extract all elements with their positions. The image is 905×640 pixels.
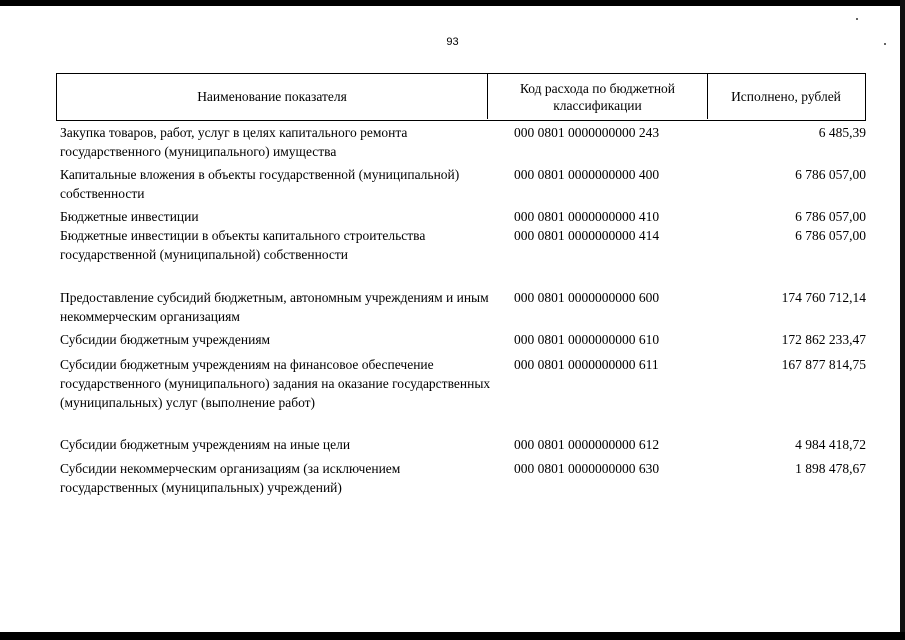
row-code: 000 0801 0000000000 610 — [514, 332, 660, 347]
row-amount: 4 984 418,72 — [795, 437, 866, 452]
scan-speck — [856, 18, 858, 20]
header-amount: Исполнено, рублей — [707, 74, 864, 119]
row-name: Бюджетные инвестиции — [60, 209, 199, 224]
scan-border-right — [900, 0, 905, 640]
page-number: 93 — [446, 36, 459, 48]
header-name: Наименование показателя — [197, 89, 347, 104]
scan-border-top — [0, 0, 905, 6]
row-amount: 172 862 233,47 — [781, 332, 866, 347]
row-code: 000 0801 0000000000 410 — [514, 209, 660, 224]
row-amount: 6 786 057,00 — [795, 209, 866, 224]
row-amount: 1 898 478,67 — [795, 461, 866, 476]
row-name: Капитальные вложения в объекты государственной (муниципальной) собственности — [60, 167, 460, 201]
row-name: Субсидии бюджетным учреждениям на иные цели — [60, 437, 351, 452]
row-amount: 174 760 712,14 — [781, 290, 866, 305]
row-amount: 6 786 057,00 — [795, 167, 866, 182]
header-code: Код расхода по бюджетной классификации — [487, 74, 707, 119]
table-header — [56, 73, 866, 121]
row-code: 000 0801 0000000000 630 — [514, 461, 660, 476]
row-code: 000 0801 0000000000 243 — [514, 125, 660, 140]
row-amount: 167 877 814,75 — [781, 357, 866, 372]
row-code: 000 0801 0000000000 400 — [514, 167, 660, 182]
row-amount: 6 485,39 — [818, 125, 866, 140]
row-code: 000 0801 0000000000 611 — [514, 357, 659, 372]
row-code: 000 0801 0000000000 414 — [514, 228, 660, 243]
scan-border-bottom — [0, 632, 905, 640]
row-name: Предоставление субсидий бюджетным, автономным учреждениям и иным некоммерческим организациям — [60, 290, 489, 324]
row-code: 000 0801 0000000000 612 — [514, 437, 660, 452]
row-code: 000 0801 0000000000 600 — [514, 290, 660, 305]
row-name: Субсидии бюджетным учреждениям — [60, 332, 271, 347]
row-name: Субсидии некоммерческим организациям (за исключением государственных (муниципальных) учреждений) — [60, 461, 401, 495]
row-name: Бюджетные инвестиции в объекты капитального строительства государственной (муниципальной) собственности — [60, 228, 426, 262]
row-amount: 6 786 057,00 — [795, 228, 866, 243]
row-name: Субсидии бюджетным учреждениям на финансовое обеспечение государственного (муниципального) задания на оказание государственных (муниципальных) услуг (выполнение работ) — [60, 357, 491, 410]
row-name: Закупка товаров, работ, услуг в целях капитального ремонта государственного (муниципального) имущества — [60, 125, 408, 159]
